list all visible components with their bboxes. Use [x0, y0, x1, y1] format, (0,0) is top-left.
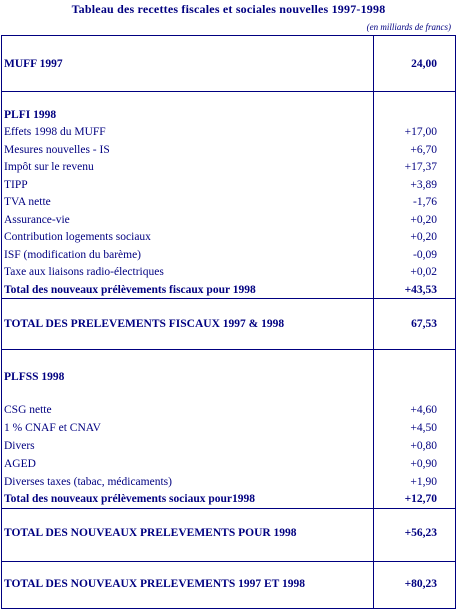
plfss-row — [2, 456, 455, 473]
plfi-row-label: Contribution logements sociaux — [4, 231, 151, 243]
plfss-row — [2, 420, 455, 437]
plfi-row-value: +0,20 — [410, 231, 437, 243]
plfi-row-label: Mesures nouvelles - IS — [4, 143, 110, 156]
plfi-row-label: Impôt sur le revenu — [4, 161, 94, 173]
plfss-row-value: +4,50 — [410, 422, 437, 434]
plfi-total-value: +43,53 — [404, 283, 437, 296]
plfss-row-value: +1,90 — [410, 476, 437, 488]
plfi-row-value: +17,37 — [404, 161, 437, 173]
total-fiscaux-row — [2, 316, 455, 333]
plfss-row-value: +4,60 — [410, 404, 437, 416]
plfi-row-label: Taxe aux liaisons radio-électriques — [4, 266, 164, 278]
plfi-row-label: Effets 1998 du MUFF — [4, 126, 106, 138]
row-divider — [2, 508, 455, 509]
plfi-row — [2, 159, 455, 176]
total-1997-1998-label: TOTAL DES NOUVEAUX PRELEVEMENTS 1997 ET 1998 — [4, 578, 305, 590]
row-divider — [2, 91, 455, 92]
muff-label: MUFF 1997 — [4, 58, 63, 70]
total-fiscaux-label: TOTAL DES PRELEVEMENTS FISCAUX 1997 & 1998 — [4, 318, 285, 330]
plfi-row — [2, 212, 455, 229]
plfi-row — [2, 194, 455, 211]
plfss-row-value: +0,80 — [410, 440, 437, 452]
total-1998-row — [2, 525, 455, 542]
plfi-total-label: Total des nouveaux prélèvements fiscaux pour 1998 — [4, 283, 256, 296]
plfss-row-label: 1 % CNAF et CNAV — [4, 422, 101, 434]
muff-row — [2, 56, 455, 73]
revenue-table — [1, 35, 456, 609]
plfss-heading-row — [2, 369, 455, 386]
plfss-row-label: AGED — [4, 458, 36, 470]
plfss-row — [2, 438, 455, 455]
plfi-row-label: Assurance-vie — [4, 213, 70, 226]
plfss-row — [2, 474, 455, 491]
plfi-row-value: -0,09 — [413, 248, 437, 261]
row-divider — [2, 349, 455, 350]
plfi-row-value: -1,76 — [413, 196, 437, 208]
plfi-row-value: +3,89 — [410, 178, 437, 191]
plfi-row-label: TIPP — [4, 178, 28, 191]
plfi-row-value: +0,20 — [410, 213, 437, 226]
plfi-row — [2, 247, 455, 264]
plfi-row — [2, 229, 455, 246]
total-fiscaux-value: 67,53 — [411, 318, 437, 330]
muff-value: 24,00 — [411, 58, 437, 70]
plfi-row — [2, 124, 455, 141]
plfi-heading: PLFI 1998 — [4, 109, 57, 121]
unit-note: (en milliards de francs) — [366, 22, 451, 32]
total-1998-label: TOTAL DES NOUVEAUX PRELEVEMENTS POUR 1998 — [4, 527, 297, 539]
plfi-row-value: +0,02 — [410, 266, 437, 278]
plfi-row-value: +17,00 — [404, 126, 437, 138]
plfss-heading: PLFSS 1998 — [4, 371, 65, 383]
plfss-total-row — [2, 491, 455, 508]
plfi-row-label: TVA nette — [4, 196, 51, 208]
plfss-total-label: Total des nouveaux prélèvements sociaux pour1998 — [4, 493, 255, 505]
plfi-row-value: +6,70 — [410, 143, 437, 156]
plfss-row-label: CSG nette — [4, 404, 52, 416]
plfi-row — [2, 264, 455, 281]
document-title: Tableau des recettes fiscales et sociales nouvelles 1997-1998 — [71, 2, 386, 16]
plfi-row — [2, 177, 455, 194]
plfss-total-value: +12,70 — [404, 493, 437, 505]
plfss-row-label: Diverses taxes (tabac, médicaments) — [4, 476, 172, 488]
plfss-row — [2, 402, 455, 419]
plfi-total-row — [2, 282, 455, 299]
total-1997-1998-value: +80,23 — [404, 578, 437, 590]
plfi-row-label: ISF (modification du barème) — [4, 248, 142, 261]
plfi-row — [2, 142, 455, 159]
total-1998-value: +56,23 — [404, 527, 437, 539]
row-divider — [2, 298, 455, 299]
plfss-row-value: +0,90 — [410, 458, 437, 470]
plfss-row-label: Divers — [4, 440, 35, 452]
total-1997-1998-row — [2, 576, 455, 593]
plfi-heading-row — [2, 107, 455, 124]
row-divider — [2, 561, 455, 562]
